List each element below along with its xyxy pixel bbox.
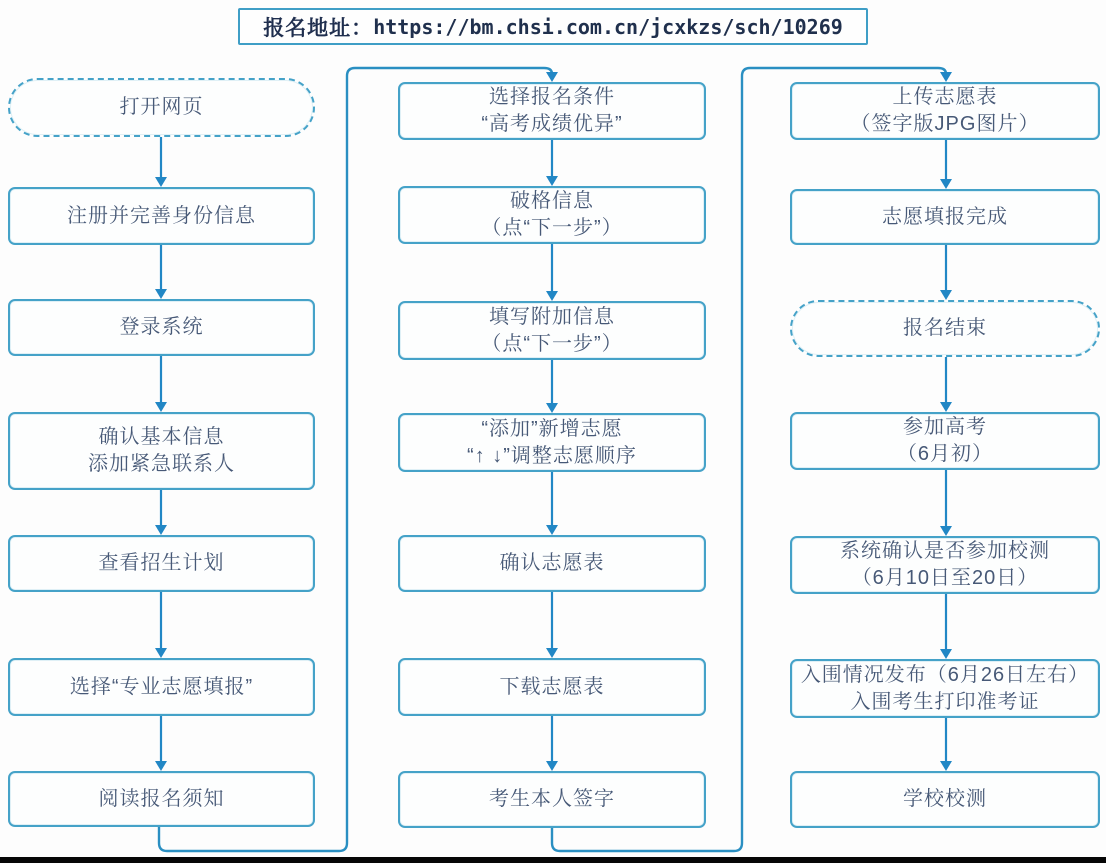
node-label: 入围情况发布（6月26日左右）: [800, 663, 1090, 686]
node-fill-additional-info: [398, 301, 706, 360]
node-registration-end: [790, 300, 1100, 357]
node-label: 填写附加信息: [489, 305, 615, 328]
node-label: 确认志愿表: [499, 552, 605, 574]
node-label: 确认基本信息: [98, 426, 225, 448]
node-login-system: [8, 299, 315, 356]
node-download-preference-form: [398, 658, 706, 716]
node-candidate-signature: [398, 771, 706, 828]
node-label: “↑ ↓”调整志愿顺序: [467, 444, 637, 467]
node-label: （签字版JPG图片）: [850, 113, 1040, 135]
node-label: “高考成绩优异”: [481, 113, 623, 135]
bottom-border-line: [0, 857, 1106, 863]
node-confirm-preference-form: [398, 535, 706, 592]
node-confirm-basic-info: [8, 412, 315, 490]
node-select-major-application: [8, 658, 315, 716]
node-school-test: [790, 771, 1100, 828]
node-label: 下载志愿表: [499, 675, 605, 698]
node-shortlist-announcement: [790, 659, 1100, 718]
node-label: （点“下一步”）: [481, 217, 623, 239]
node-view-enrollment-plan: [8, 535, 315, 592]
node-select-application-condition: [398, 82, 706, 140]
node-label: “添加”新增志愿: [481, 417, 623, 440]
node-label: 参加高考: [903, 416, 987, 438]
node-label: 系统确认是否参加校测: [840, 540, 1050, 562]
node-label: （6月初）: [896, 443, 994, 465]
node-label: 入围考生打印准考证: [850, 690, 1040, 713]
node-label: 查看招生计划: [98, 552, 225, 574]
node-special-admission-info: [398, 186, 706, 244]
registration-url: https://bm.chsi.com.cn/jcxkzs/sch/10269: [373, 14, 843, 39]
node-label: 阅读报名须知: [98, 787, 225, 810]
connector-col2-arrowhead: [546, 72, 558, 82]
registration-url-label: 报名地址：: [263, 16, 374, 40]
node-label: 考生本人签字: [489, 788, 615, 810]
node-open-webpage: [8, 78, 315, 137]
node-label: 选择报名条件: [489, 86, 615, 108]
node-register-identity: [8, 187, 315, 245]
node-label: 打开网页: [119, 96, 204, 118]
node-label: 上传志愿表: [892, 86, 998, 108]
node-label: 学校校测: [903, 788, 987, 810]
node-add-adjust-preferences: [398, 413, 706, 472]
node-label: 注册并完善身份信息: [67, 204, 256, 227]
node-application-complete: [790, 189, 1100, 245]
node-label: 添加紧急联系人: [88, 453, 235, 475]
node-read-application-notes: [8, 771, 315, 827]
node-label: （6月10日至20日）: [851, 567, 1039, 589]
node-confirm-school-test: [790, 536, 1100, 594]
node-label: 选择“专业志愿填报”: [69, 675, 254, 698]
node-label: 报名结束: [903, 317, 987, 339]
node-upload-preference-form: [790, 82, 1100, 140]
node-label: 破格信息: [510, 190, 594, 212]
node-label: 登录系统: [119, 316, 204, 338]
node-label: 志愿填报完成: [882, 205, 1008, 228]
node-label: （点“下一步”）: [481, 332, 623, 355]
node-take-gaokao: [790, 412, 1100, 470]
registration-url-box: [238, 8, 868, 45]
connector-col3-arrowhead: [940, 72, 952, 82]
